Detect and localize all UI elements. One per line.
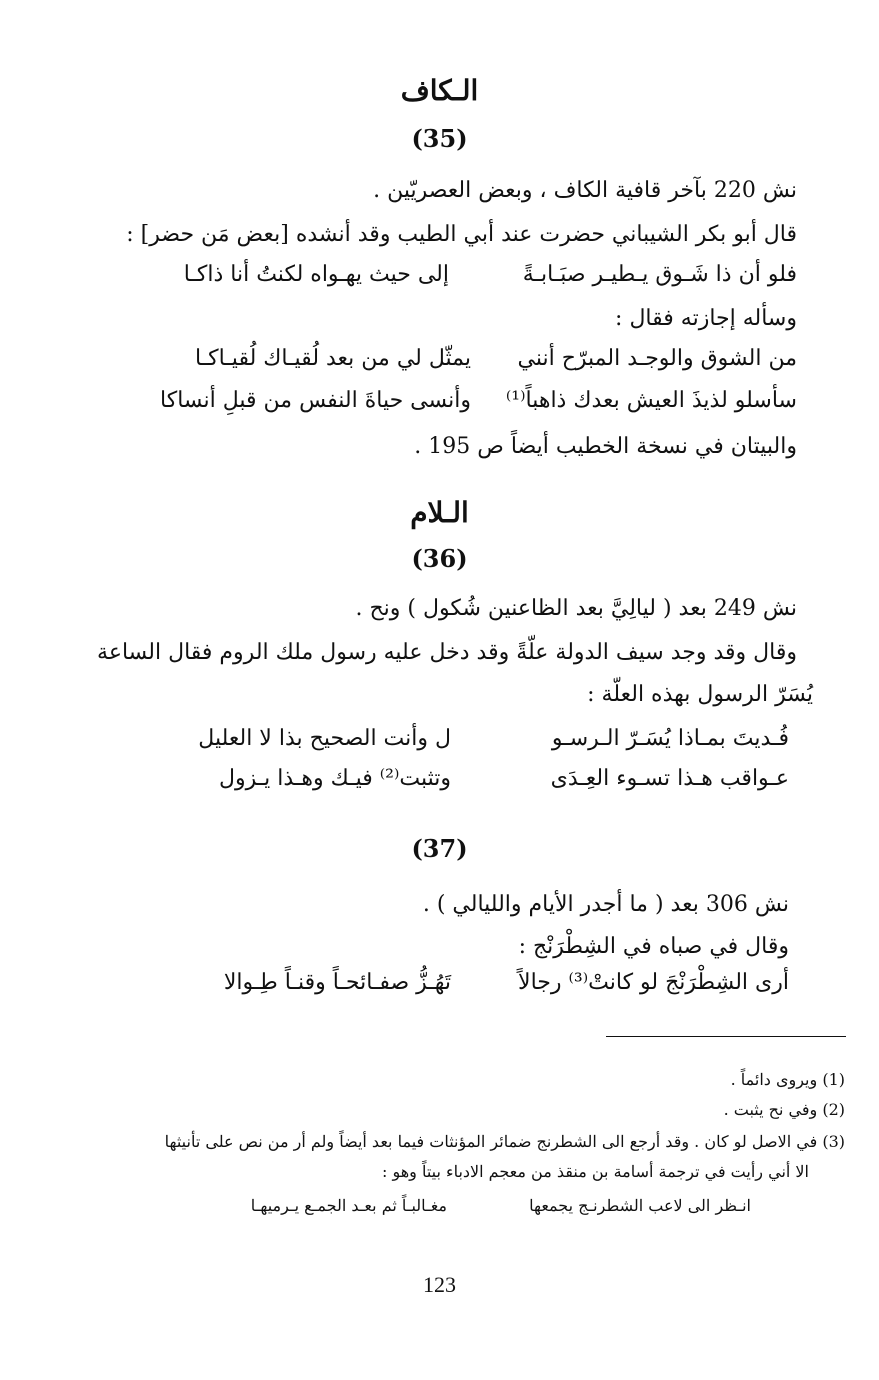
poem-number-37: (37) <box>411 834 468 863</box>
text-line: قال أبو بكر الشيباني حضرت عند أبي الطيب وقد أنشده [بعض مَن حضر] : <box>126 222 797 247</box>
verse-hemistich-left: تَهُـزُّ صفـائحـاً وقنـاً طِـوالا <box>223 970 451 995</box>
footnote-verse-right: انـظر الى لاعب الشطرنـج يجمعها <box>529 1196 751 1215</box>
section-heading-kaf: الـكاف <box>400 74 479 107</box>
verse-hemistich-left: وأنسى حياةَ النفس من قبلِ أنساكا <box>160 388 471 413</box>
poem-number-35: (35) <box>411 124 468 153</box>
verse-hemistich-right: فُـديتَ بمـاذا يُسَـرّ الـرسـو <box>551 726 789 751</box>
text-line: نش 220 بآخر قافية الكاف ، وبعض العصريّين . <box>373 178 797 203</box>
verse-hemistich-right: عـواقب هـذا تسـوء العِـدَى <box>550 766 789 791</box>
poem-number-36: (36) <box>411 544 468 573</box>
verse-hemistich-right: أرى الشِطْرَنْجَ لو كانتْ⁽³⁾ رجالاً <box>518 970 789 995</box>
text-line: والبيتان في نسخة الخطيب أيضاً ص 195 . <box>414 434 797 459</box>
verse-hemistich-left: يمثّل لي من بعد لُقيـاك لُقيـاكـا <box>195 346 471 371</box>
footnote-3-continued: الا أني رأيت في ترجمة أسامة بن منقذ من معجم الادباء بيتاً وهو : <box>381 1162 809 1181</box>
verse-hemistich-left: وتثبت⁽²⁾ فيـك وهـذا يـزول <box>218 766 451 791</box>
verse-hemistich-right: فلو أن ذا شَـوق يـطيـر صبَـابـةً <box>522 262 797 287</box>
verse-hemistich-right: من الشوق والوجـد المبرّح أنني <box>517 346 797 371</box>
footnote-separator <box>606 1036 846 1037</box>
text-line: يُسَرّ الرسول بهذه العلّة : <box>587 682 813 707</box>
verse-hemistich-left: ل وأنت الصحيح بذا لا العليل <box>198 726 451 751</box>
text-line: وسأله إجازته فقال : <box>615 306 797 331</box>
section-heading-lam: الـلام <box>410 496 469 529</box>
verse-hemistich-left: إلى حيث يهـواه لكنتُ أنا ذاكـا <box>183 262 449 287</box>
text-line: نش 249 بعد ( ليالِيَّ بعد الظاعنين شُكول ) ونح . <box>355 596 797 621</box>
text-line: وقال في صباه في الشِطْرَنْج : <box>518 934 789 959</box>
footnote-verse-left: مغـالبـاً ثم بعـد الجمـع يـرميهـا <box>250 1196 447 1215</box>
footnote-1: (1) ويروى دائماً . <box>730 1070 845 1089</box>
text-line: نش 306 بعد ( ما أجدر الأيام والليالي ) . <box>422 892 789 917</box>
page-number: 123 <box>423 1272 456 1297</box>
text-line: وقال وقد وجد سيف الدولة علّةً وقد دخل عليه رسول ملك الروم فقال الساعة <box>97 640 797 665</box>
verse-hemistich-right: سأسلو لذيذَ العيش بعدك ذاهباً⁽¹⁾ <box>505 388 797 413</box>
footnote-2: (2) وفي نح يثبت . <box>723 1100 845 1119</box>
footnote-3: (3) في الاصل لو كان . وقد أرجع الى الشطرنج ضمائر المؤنثات فيما بعد أيضاً ولم أر من نص على تأنيثها <box>164 1132 845 1151</box>
